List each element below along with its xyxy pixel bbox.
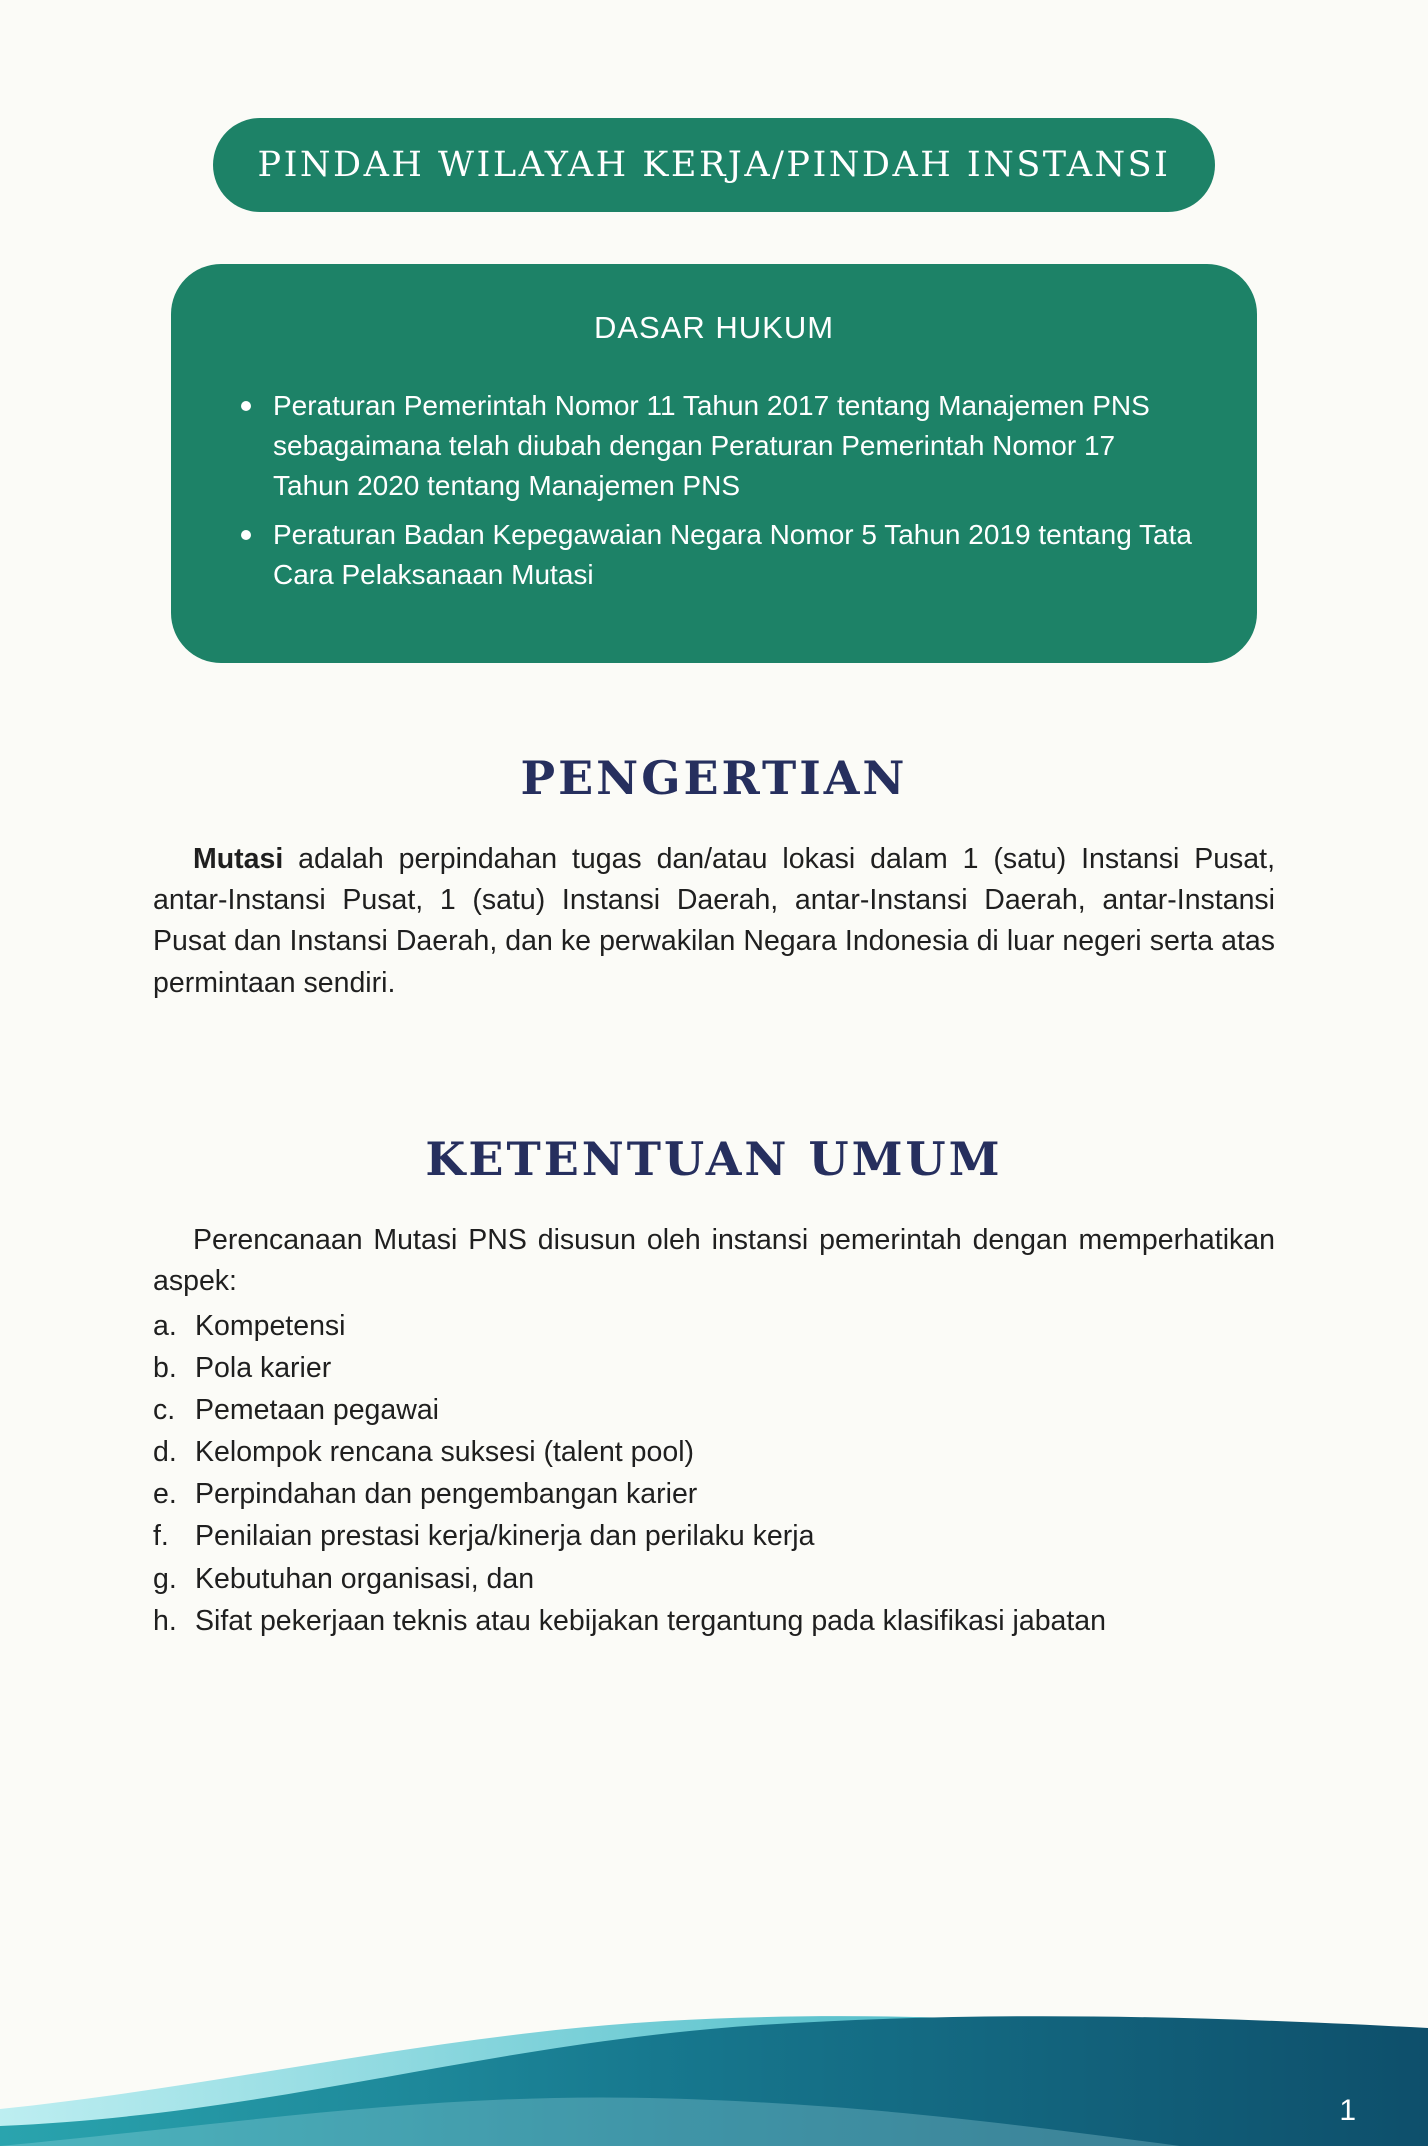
list-item — [153, 1389, 1275, 1431]
footer-wave-graphic — [0, 1971, 1428, 2146]
document-content — [0, 751, 1428, 1642]
list-item — [153, 1431, 1275, 1473]
list-item-text: Kelompok rencana suksesi (talent pool) — [195, 1436, 695, 1469]
bold-term: Mutasi — [193, 842, 284, 875]
dasar-hukum-heading: DASAR HUKUM — [593, 310, 835, 345]
list-item — [153, 1515, 1275, 1557]
list-item-label: e. — [153, 1478, 177, 1511]
dasar-hukum-box — [171, 264, 1257, 663]
page-number: 1 — [1339, 2094, 1356, 2127]
ketentuan-intro: Perencanaan Mutasi PNS disusun oleh instansi pemerintah dengan memperhatikan aspek: — [153, 1224, 1275, 1298]
bullet-dot-icon — [241, 530, 251, 540]
list-item-text: Sifat pekerjaan teknis atau kebijakan tergantung pada klasifikasi jabatan — [195, 1604, 1107, 1637]
aspek-list — [153, 1305, 1275, 1642]
list-item-text: Kebutuhan organisasi, dan — [195, 1562, 535, 1595]
list-item-text: Pemetaan pegawai — [195, 1393, 440, 1426]
pengertian-paragraph — [153, 839, 1275, 1004]
ketentuan-umum-heading: KETENTUAN UMUM — [425, 1132, 1003, 1186]
pengertian-heading: PENGERTIAN — [520, 750, 908, 805]
list-item-label: d. — [153, 1436, 177, 1469]
footer-wave — [0, 1971, 1428, 2146]
list-item-text: Kompetensi — [195, 1309, 346, 1342]
list-item — [153, 1600, 1275, 1642]
list-item-text: Penilaian prestasi kerja/kinerja dan perilaku kerja — [195, 1520, 815, 1553]
list-item-label: c. — [153, 1393, 176, 1426]
list-item — [153, 1558, 1275, 1600]
list-item-text: Perpindahan dan pengembangan karier — [195, 1478, 698, 1511]
list-item — [153, 1347, 1275, 1389]
pengertian-body-text: adalah perpindahan tugas dan/atau lokasi dalam 1 (satu) Instansi Pusat, antar-Instansi Pusat, 1 (satu) Instansi Daerah, antar-Instansi Daerah, antar-Instansi Pusat dan Instansi Daerah, dan ke perwakilan Negara Indonesia di luar negeri serta atas permintaan sendiri. — [153, 842, 1275, 999]
dasar-hukum-list — [231, 386, 1197, 595]
list-item-text: Pola karier — [195, 1351, 332, 1384]
list-item — [231, 386, 1197, 505]
list-item-label: b. — [153, 1351, 177, 1384]
bullet-dot-icon — [241, 401, 251, 411]
list-item-text: Peraturan Pemerintah Nomor 11 Tahun 2017 tentang Manajemen PNS sebagaimana telah diubah dengan Peraturan Pemerintah Nomor 17 Tahun 2020 tentang Manajemen PNS — [273, 390, 1150, 501]
list-item — [231, 515, 1197, 595]
list-item-label: g. — [153, 1562, 177, 1595]
title-banner — [213, 118, 1215, 212]
list-item-label: h. — [153, 1604, 177, 1637]
list-item-label: a. — [153, 1309, 177, 1342]
list-item-label: f. — [153, 1520, 169, 1553]
list-item — [153, 1473, 1275, 1515]
title-banner-text: PINDAH WILAYAH KERJA/PINDAH INSTANSI — [257, 145, 1171, 185]
list-item — [153, 1305, 1275, 1347]
list-item-text: Peraturan Badan Kepegawaian Negara Nomor 5 Tahun 2019 tentang Tata Cara Pelaksanaan Mutasi — [273, 519, 1192, 590]
